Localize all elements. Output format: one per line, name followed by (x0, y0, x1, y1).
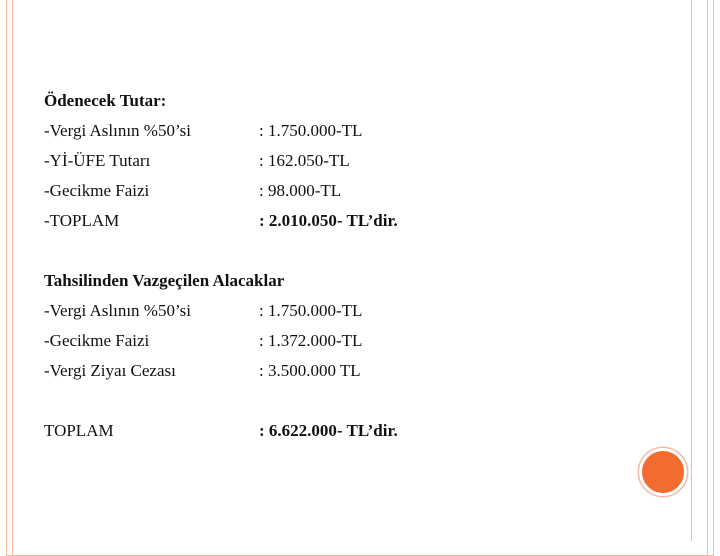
row-label: -Yİ-ÜFE Tutarı (44, 151, 151, 170)
section2-row (44, 296, 664, 326)
row-value: : 3.500.000 TL (259, 361, 361, 380)
row-label: -TOPLAM (44, 211, 120, 230)
row-value: : 1.750.000-TL (259, 301, 363, 320)
section2-heading: Tahsilinden Vazgeçilen Alacaklar (44, 271, 285, 290)
section2-row (44, 356, 664, 386)
row-label: -Vergi Aslının %50’si (44, 301, 192, 320)
row-label: -Vergi Aslının %50’si (44, 121, 192, 140)
section1-row (44, 116, 664, 146)
slide-content (44, 86, 664, 446)
total-value: : 6.622.000- TL’dir. (259, 421, 398, 440)
row-value: : 1.372.000-TL (259, 331, 363, 350)
section1-row (44, 146, 664, 176)
section1-heading: Ödenecek Tutar: (44, 91, 167, 110)
row-label: -Gecikme Faizi (44, 331, 150, 350)
row-label: -Vergi Ziyaı Cezası (44, 361, 176, 380)
row-value: : 98.000-TL (259, 181, 342, 200)
decorative-circle-icon (639, 448, 687, 496)
slide-frame-line (691, 0, 692, 541)
total-label: TOPLAM (44, 421, 114, 440)
row-value: : 1.750.000-TL (259, 121, 363, 140)
section2-row (44, 326, 664, 356)
section1-total-row (44, 206, 664, 236)
spacer (44, 236, 664, 266)
row-label: -Gecikme Faizi (44, 181, 150, 200)
row-value: : 162.050-TL (259, 151, 350, 170)
section2-total-row (44, 416, 664, 446)
spacer (44, 386, 664, 416)
section1-row (44, 176, 664, 206)
total-value: : 2.010.050- TL’dir. (259, 211, 398, 230)
